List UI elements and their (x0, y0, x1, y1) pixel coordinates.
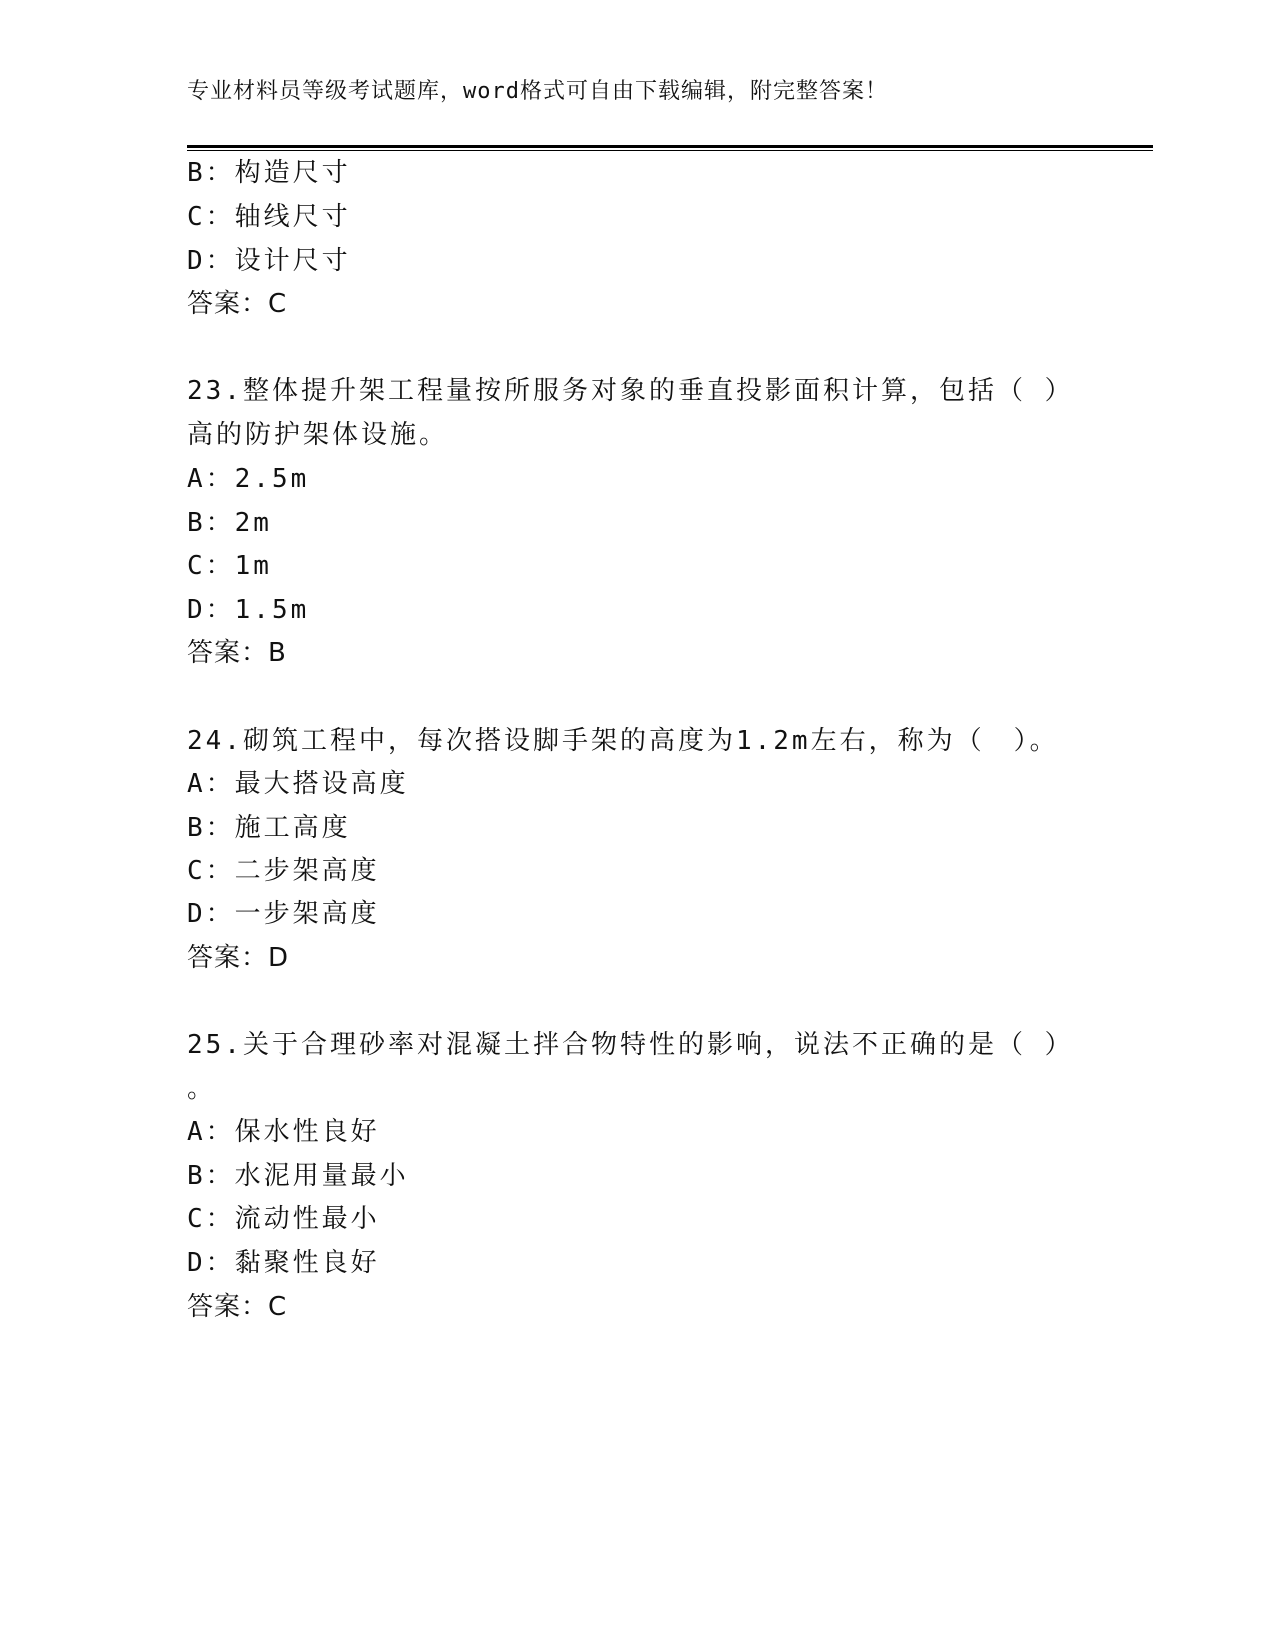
q25-stem-line1: 25.关于合理砂率对混凝土拌合物特性的影响，说法不正确的是（ ） (187, 1030, 1074, 1060)
q24-stem-line1: 24.砌筑工程中，每次搭设脚手架的高度为1.2m左右，称为（ ）。 (187, 726, 1059, 756)
q25-option-c: C：流动性最小 (187, 1204, 380, 1234)
header-rule-thin (187, 150, 1153, 151)
q24-option-a: A：最大搭设高度 (187, 769, 409, 799)
q23-stem-line2: 高的防护架体设施。 (187, 420, 449, 450)
q23-option-a: A：2.5m (187, 464, 310, 494)
q23-option-d: D：1.5m (187, 595, 310, 625)
prev-option-d: D：设计尺寸 (187, 246, 351, 276)
q24-option-c: C：二步架高度 (187, 856, 380, 886)
q23-answer: 答案：B (187, 638, 287, 668)
q25-answer: 答案：C (187, 1292, 288, 1322)
q25-option-d: D：黏聚性良好 (187, 1248, 380, 1278)
q25-option-b: B：水泥用量最小 (187, 1161, 409, 1191)
prev-option-c: C：轴线尺寸 (187, 202, 351, 232)
q23-option-c: C：1m (187, 551, 272, 581)
q24-answer: 答案：D (187, 943, 290, 973)
page-header: 专业材料员等级考试题库，word格式可自由下载编辑，附完整答案！ (187, 79, 888, 104)
q24-option-b: B：施工高度 (187, 813, 351, 843)
q24-option-d: D：一步架高度 (187, 899, 380, 929)
q23-option-b: B：2m (187, 508, 272, 538)
q25-stem-line2: 。 (187, 1074, 217, 1104)
q25-option-a: A：保水性良好 (187, 1117, 380, 1147)
prev-answer: 答案：C (187, 289, 288, 319)
q23-stem-line1: 23.整体提升架工程量按所服务对象的垂直投影面积计算，包括（ ） (187, 376, 1074, 406)
prev-option-b: B：构造尺寸 (187, 158, 351, 188)
header-rule-thick (187, 145, 1153, 148)
